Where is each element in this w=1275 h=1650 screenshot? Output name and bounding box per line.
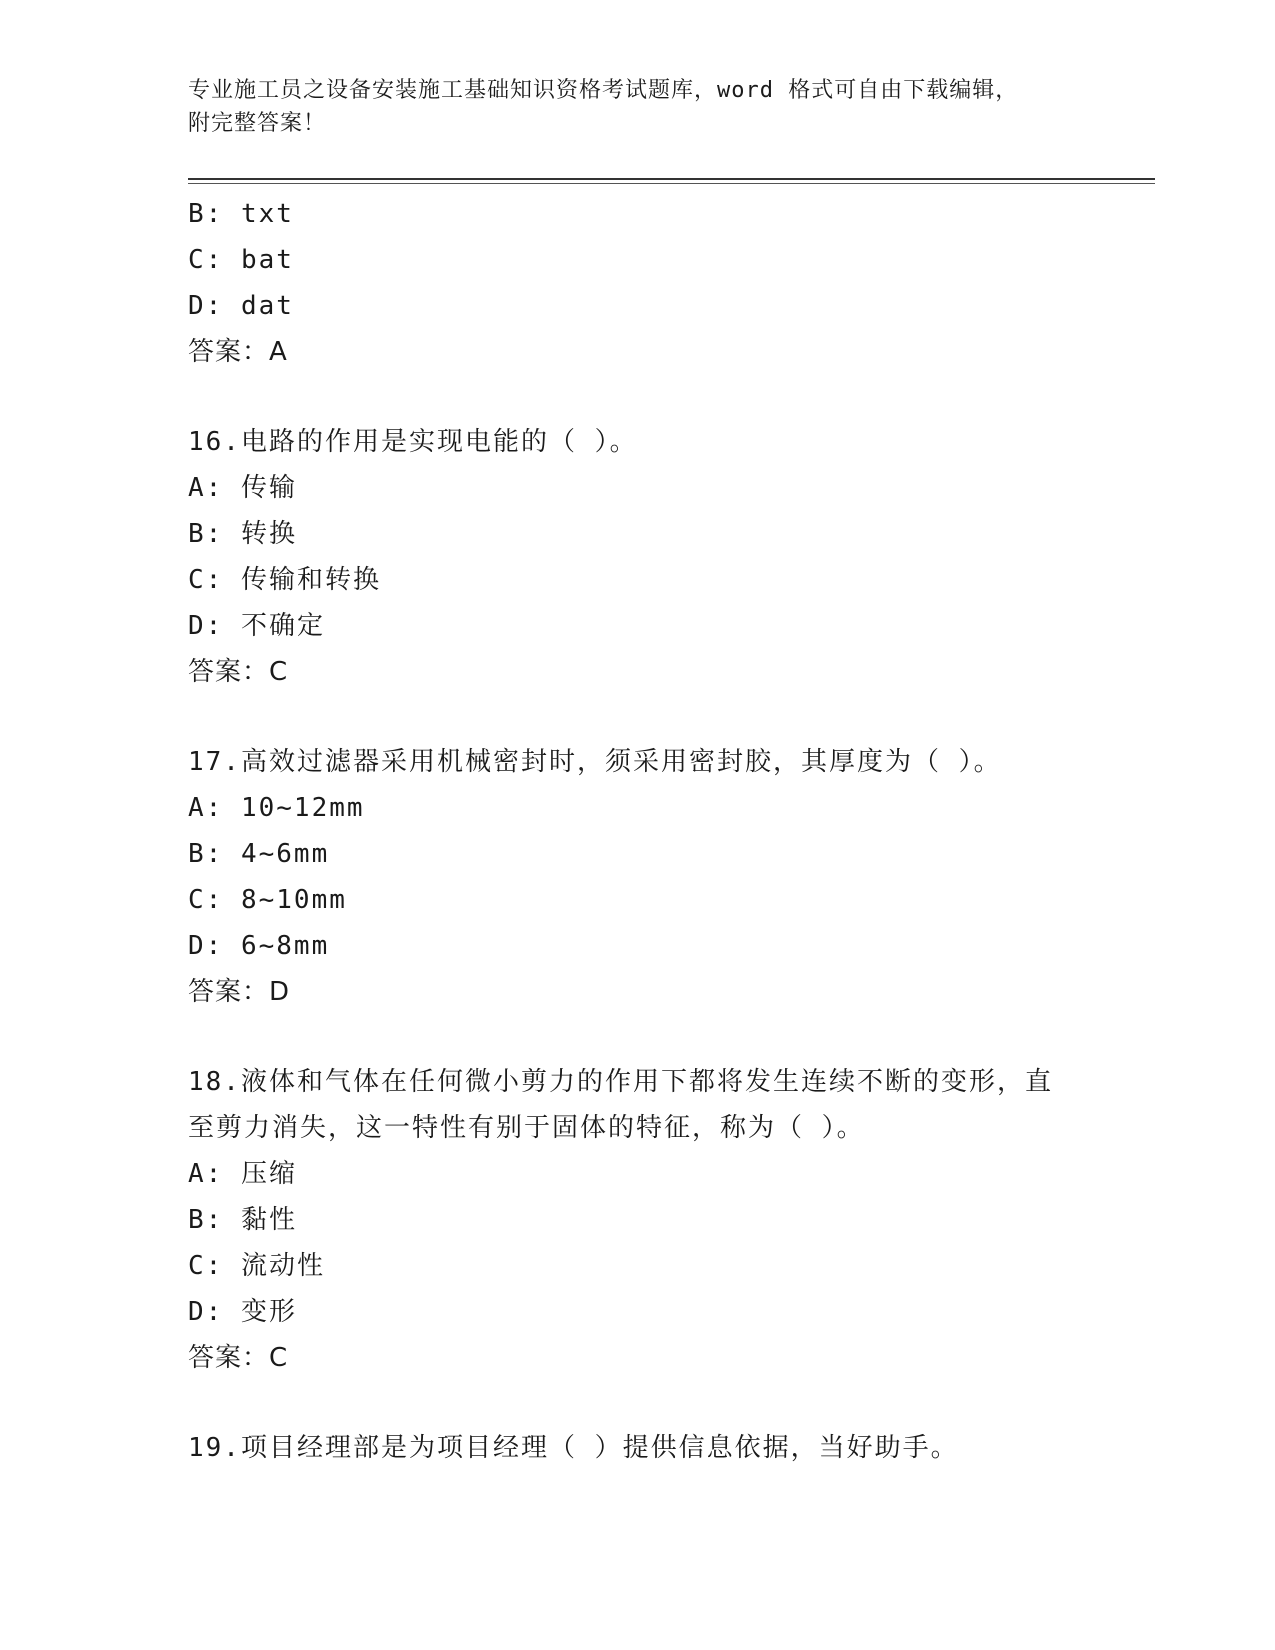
option-c: C: 传输和转换	[188, 565, 381, 595]
question-block-17	[188, 739, 1088, 1015]
option-d: D: 变形	[188, 1297, 297, 1327]
question-block-19	[188, 1425, 1088, 1471]
document-header	[188, 74, 1088, 140]
option-b: B: txt	[188, 199, 294, 229]
header-title-line2: 附完整答案！	[188, 111, 327, 136]
question-text: 16.电路的作用是实现电能的（ ）。	[188, 427, 638, 457]
option-b: B: 黏性	[188, 1205, 297, 1235]
option-c: C: bat	[188, 245, 294, 275]
question-block-18	[188, 1059, 1088, 1381]
option-d: D: 6~8mm	[188, 931, 330, 961]
option-d: D: 不确定	[188, 611, 325, 641]
option-a: A: 传输	[188, 473, 297, 503]
option-b: B: 4~6mm	[188, 839, 330, 869]
header-rule-thin	[188, 183, 1155, 184]
header-title-line1: 专业施工员之设备安装施工基础知识资格考试题库，word 格式可自由下载编辑，	[188, 78, 1019, 103]
option-b: B: 转换	[188, 519, 297, 549]
option-c: C: 8~10mm	[188, 885, 347, 915]
question-block-15	[188, 191, 1088, 375]
question-block-16	[188, 419, 1088, 695]
question-text: 17.高效过滤器采用机械密封时，须采用密封胶，其厚度为（ ）。	[188, 747, 1002, 777]
header-rule-thick	[188, 178, 1155, 180]
question-list	[188, 191, 1088, 1471]
question-text-line2: 至剪力消失，这一特性有别于固体的特征，称为（ ）。	[188, 1113, 865, 1143]
option-a: A: 10~12mm	[188, 793, 365, 823]
answer-line: 答案：C	[188, 1343, 289, 1373]
option-a: A: 压缩	[188, 1159, 297, 1189]
option-d: D: dat	[188, 291, 294, 321]
question-text: 19.项目经理部是为项目经理（ ）提供信息依据，当好助手。	[188, 1433, 959, 1463]
answer-line: 答案：D	[188, 977, 291, 1007]
answer-line: 答案：C	[188, 657, 289, 687]
answer-line: 答案：A	[188, 337, 288, 367]
option-c: C: 流动性	[188, 1251, 325, 1281]
question-text-line1: 18.液体和气体在任何微小剪力的作用下都将发生连续不断的变形，直	[188, 1067, 1053, 1097]
